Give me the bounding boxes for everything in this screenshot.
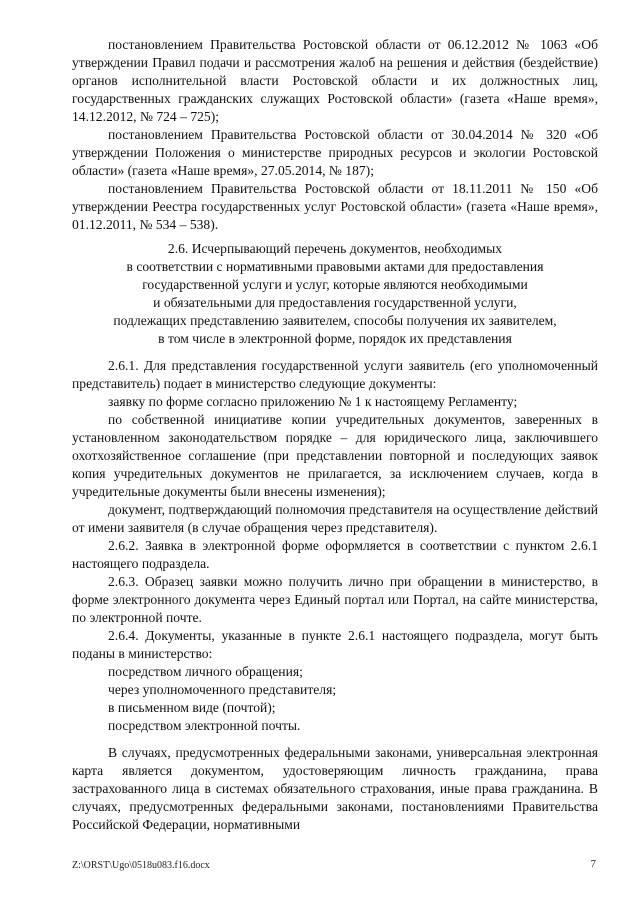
heading-line: и обязательными для предоставления государственной услуги, [153,295,517,310]
body-paragraph: через уполномоченного представителя; [108,682,337,697]
heading-line: 2.6. Исчерпывающий перечень документов, необходимых [167,241,503,256]
intro-paragraph: постановлением Правительства Ростовской области от 30.04.2014 № 320 «Об утверждении Положения о министерстве природных ресурсов и экологии Ростовской области» (газета «Наше время», 27.05.2014, № 187); [72,127,598,178]
body-block [72,357,598,735]
heading-line: в том числе в электронной форме, порядок их представления [158,331,512,346]
section-heading [72,240,598,348]
heading-line: подлежащих представлению заявителем, способы получения их заявителем, [113,313,557,328]
closing-paragraph: В случаях, предусмотренных федеральными законами, универсальная электронная карта является документом, удостоверяющим личность гражданина, права застрахованного лица в системах обязательного страхования, иные права гражданина. В случаях, предусмотренных федеральными законами, постановлениями Правительства Российской Федерации, нормативными [72,745,598,832]
body-paragraph: 2.6.4. Документы, указанные в пункте 2.6.1 настоящего подраздела, могут быть поданы в министерство: [72,628,598,661]
body-paragraph: документ, подтверждающий полномочия представителя на осуществление действий от имени заявителя (в случае обращения через представителя). [72,502,598,535]
intro-block [72,36,598,234]
body-paragraph: по собственной инициативе копии учредительных документов, заверенных в установленном законодательством порядке – для юридического лица, заключившего охотхозяйственное соглашение (при представлении повторной и последующих заявок копия учредительных документов не прилагается, за исключением случаев, когда в учредительные документы были внесены изменения); [72,412,598,499]
body-paragraph: заявку по форме согласно приложению № 1 к настоящему Регламенту; [108,394,518,409]
body-paragraph: 2.6.1. Для представления государственной услуги заявитель (его уполномоченный представитель) подает в министерство следующие документы: [72,358,598,391]
intro-paragraph: постановлением Правительства Ростовской области от 18.11.2011 № 150 «Об утверждении Реестра государственных услуг Ростовской области» (газета «Наше время», 01.12.2011, № 534 – 538). [72,181,598,232]
body-paragraph: посредством личного обращения; [108,664,303,679]
body-paragraph: 2.6.2. Заявка в электронной форме оформляется в соответствии с пунктом 2.6.1 настоящего подраздела. [72,538,598,571]
body-paragraph: посредством электронной почты. [108,718,301,733]
heading-line: государственной услуги и услуг, которые являются необходимыми [142,277,528,292]
page-number: 7 [590,858,596,870]
closing-block [72,744,598,834]
intro-paragraph: постановлением Правительства Ростовской области от 06.12.2012 № 1063 «Об утверждении Правил подачи и рассмотрения жалоб на решения и действия (бездействие) органов исполнительной власти Ростовской области и их должностных лиц, государственных гражданских служащих Ростовской области» (газета «Наше время», 14.12.2012, № 724 – 725); [72,37,598,124]
heading-line: в соответствии с нормативными правовыми актами для предоставления [126,259,544,274]
body-paragraph: 2.6.3. Образец заявки можно получить лично при обращении в министерство, в форме электронного документа через Единый портал или Портал, на сайте министерства, по электронной почте. [72,574,598,625]
body-paragraph: в письменном виде (почтой); [108,700,276,715]
footer-file-path: Z:\ORST\Ugo\0518u083.f16.docx [72,860,210,871]
